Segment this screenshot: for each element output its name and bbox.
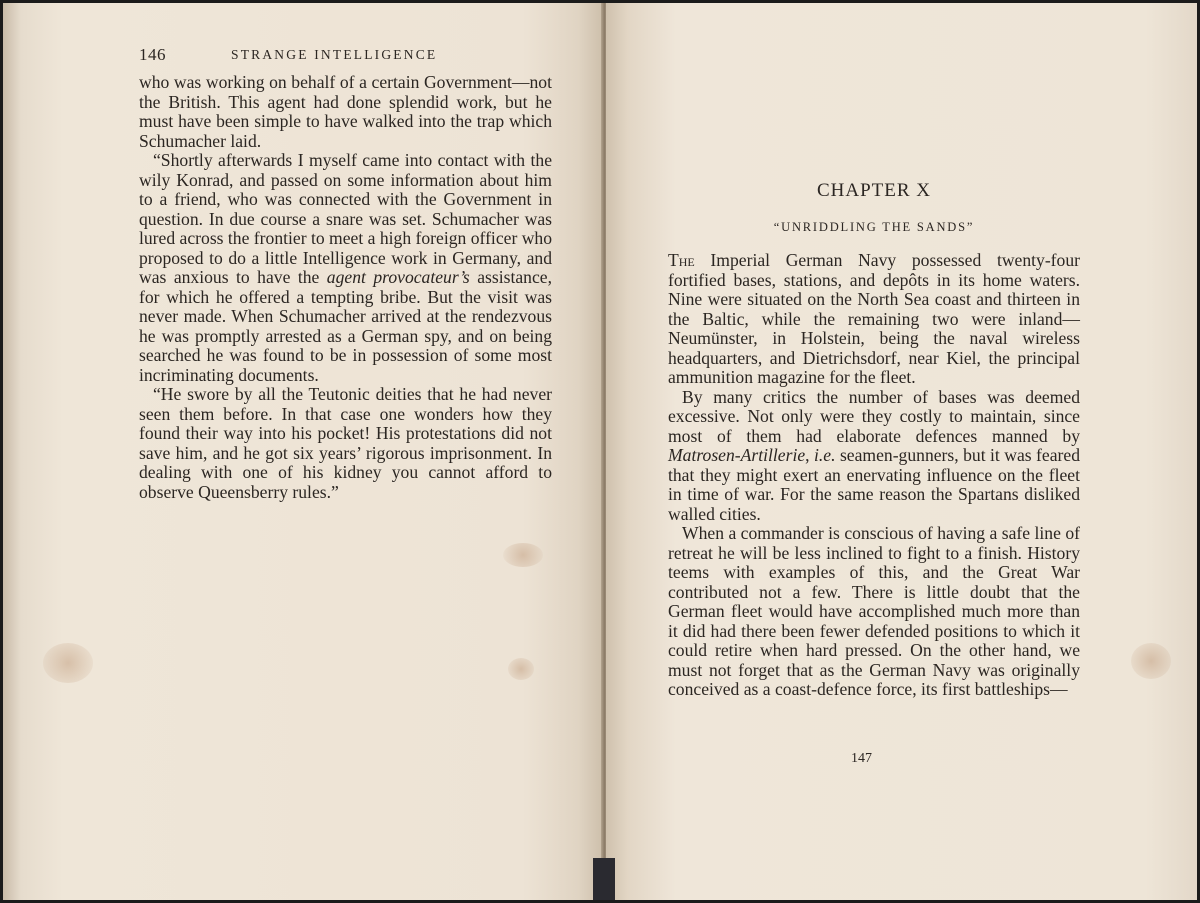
chapter-title: “UNRIDDLING THE SANDS” — [773, 220, 975, 234]
left-paragraph — [139, 73, 552, 151]
text-segment: By many critics the number of bases was deemed excessive. Not only were they costly to maintain, since most of them had elaborate defences manned by — [668, 386, 1080, 446]
chapter-heading: CHAPTER X — [816, 180, 932, 201]
paragraph-lead-word: The — [668, 250, 695, 270]
paper-stain — [503, 543, 543, 567]
italic-text-segment: agent provocateur’s — [326, 267, 470, 287]
text-segment: assistance, for which he offered a tempting bribe. But the visit was never made. When Schumacher arrived at the rendezvous he was promptly arrested as a German spy, and on being searched he was found to be in possession of some most incriminating documents. — [139, 267, 552, 385]
right-body-text — [668, 251, 1080, 700]
text-segment: who was working on behalf of a certain Government—not the British. This agent had done splendid work, but he must have been simple to have walked into the trap which Schumacher laid. — [139, 72, 552, 151]
left-page — [3, 3, 603, 900]
left-paragraph — [139, 385, 552, 502]
right-page — [606, 3, 1197, 900]
left-running-head — [139, 45, 559, 67]
right-paragraph — [668, 388, 1080, 525]
left-page-number: 146 — [139, 45, 166, 64]
right-paragraph — [668, 251, 1080, 388]
italic-text-segment: Matrosen-Artillerie — [668, 445, 806, 465]
italic-text-segment: i.e. — [814, 445, 836, 465]
text-segment: When a commander is conscious of having a safe line of retreat he will be less inclined to fight to a finish. History teems with examples of this, and the Great War contributed not a few. There is little doubt that the German fleet would have accomplished much more than it did had there been fewer defended positions to which it could retire when hard pressed. On the other hand, we must not forget that as the German Navy was originally conceived as a coast-defence force, its first battleships— — [668, 523, 1080, 699]
paper-stain — [1131, 643, 1171, 679]
text-segment: Imperial German Navy possessed twenty-four fortified bases, stations, and depôts in its home waters. Nine were situated on the North Sea coast and thirteen in the Baltic, while the remaining two were inland—Neumünster, in Holstein, being the naval wireless headquarters, and Dietrichsdorf, near Kiel, the principal ammunition magazine for the fleet. — [668, 250, 1080, 387]
right-page-number: 147 — [851, 751, 872, 766]
open-book-spread — [3, 3, 1197, 900]
left-body-text — [139, 73, 552, 502]
spine-binding — [593, 858, 615, 900]
left-paragraph — [139, 151, 552, 385]
text-segment: seamen-gunners, but it was feared that they might exert an enervating influence on the fleet in time of war. For the same reason the Spartans disliked walled cities. — [668, 445, 1080, 524]
right-paragraph — [668, 524, 1080, 700]
text-segment: “He swore by all the Teutonic deities that he had never seen them before. In that case one wonders how they found their way into his pocket! His protestations did not save him, and he got six years’ rigorous imprisonment. In dealing with one of his kidney you cannot afford to observe Queensberry rules.” — [139, 384, 552, 502]
running-title: STRANGE INTELLIGENCE — [231, 47, 438, 62]
paper-stain — [43, 643, 93, 683]
paper-stain — [508, 658, 534, 680]
text-segment: , — [805, 445, 814, 465]
text-segment: “Shortly afterwards I myself came into contact with the wily Konrad, and passed on some information about him to a friend, who was connected with the Government in question. In due course a snare was set. Schumacher was lured across the frontier to meet a high foreign officer who proposed to do a little Intelligence work in Germany, and was anxious to have the — [139, 150, 552, 287]
